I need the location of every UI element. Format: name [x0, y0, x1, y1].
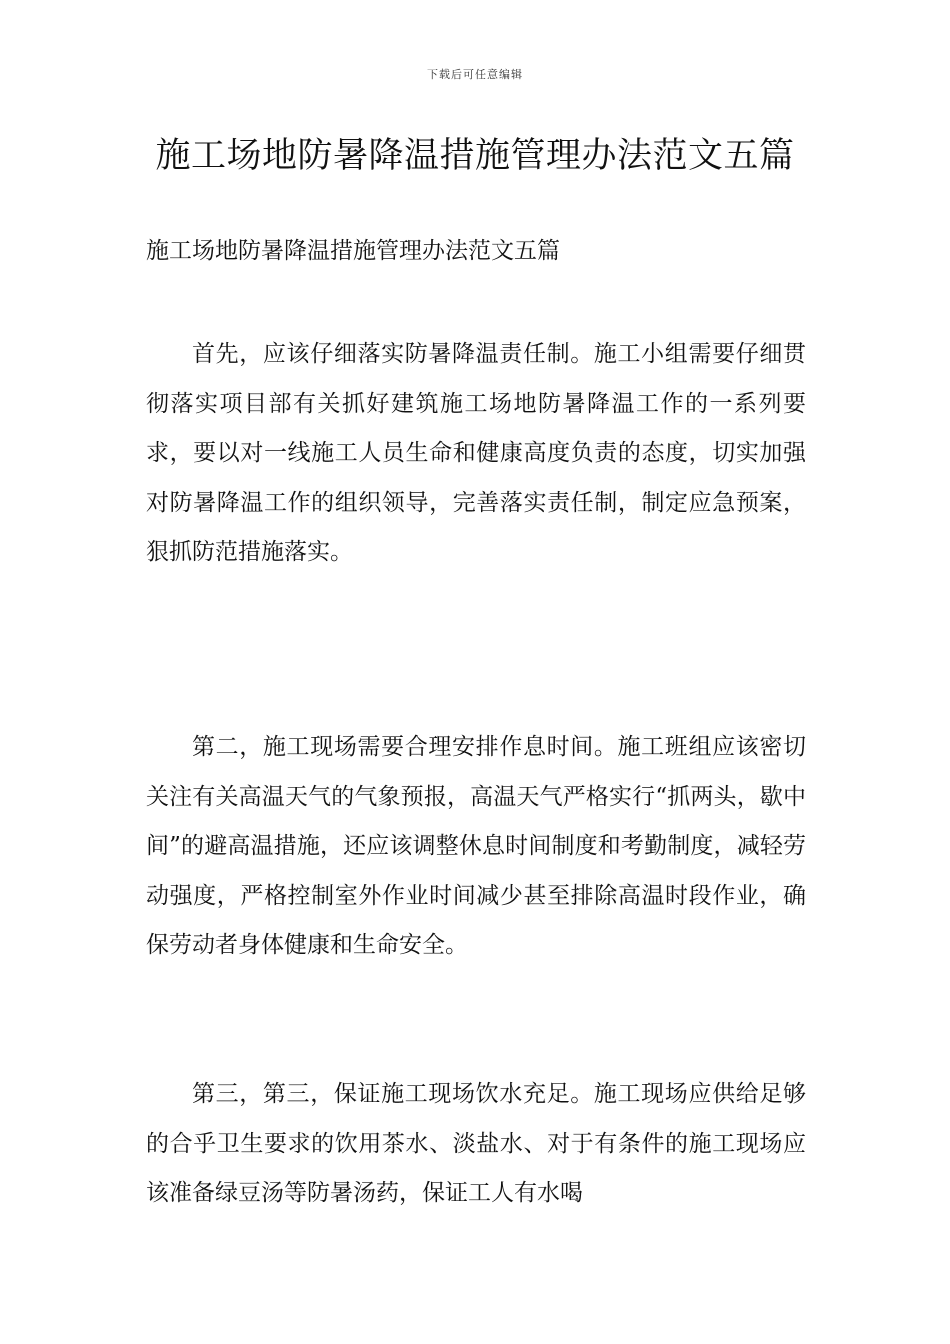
header-note: 下载后可任意编辑: [427, 68, 523, 81]
paragraph-2: 第二，施工现场需要合理安排作息时间。施工班组应该密切关注有关高温天气的气象预报，高温天气严格实行“抓两头，歇中间”的避高温措施，还应该调整休息时间制度和考勤制度，减轻劳动强度，严格控制室外作业时间减少甚至排除高温时段作业，确保劳动者身体健康和生命安全。: [146, 734, 806, 958]
paragraph-1: 首先，应该仔细落实防暑降温责任制。施工小组需要仔细贯彻落实项目部有关抓好建筑施工场地防暑降温工作的一系列要求，要以对一线施工人员生命和健康高度负责的态度，切实加强对防暑降温工作的组织领导，完善落实责任制，制定应急预案，狠抓防范措施落实。: [146, 341, 806, 565]
document-subtitle: 施工场地防暑降温措施管理办法范文五篇: [146, 238, 560, 264]
document-title: 施工场地防暑降温措施管理办法范文五篇: [155, 136, 795, 176]
paragraph-3: 第三，第三，保证施工现场饮水充足。施工现场应供给足够的合乎卫生要求的饮用茶水、淡盐水、对于有条件的施工现场应该准备绿豆汤等防暑汤药，保证工人有水喝: [146, 1081, 806, 1206]
